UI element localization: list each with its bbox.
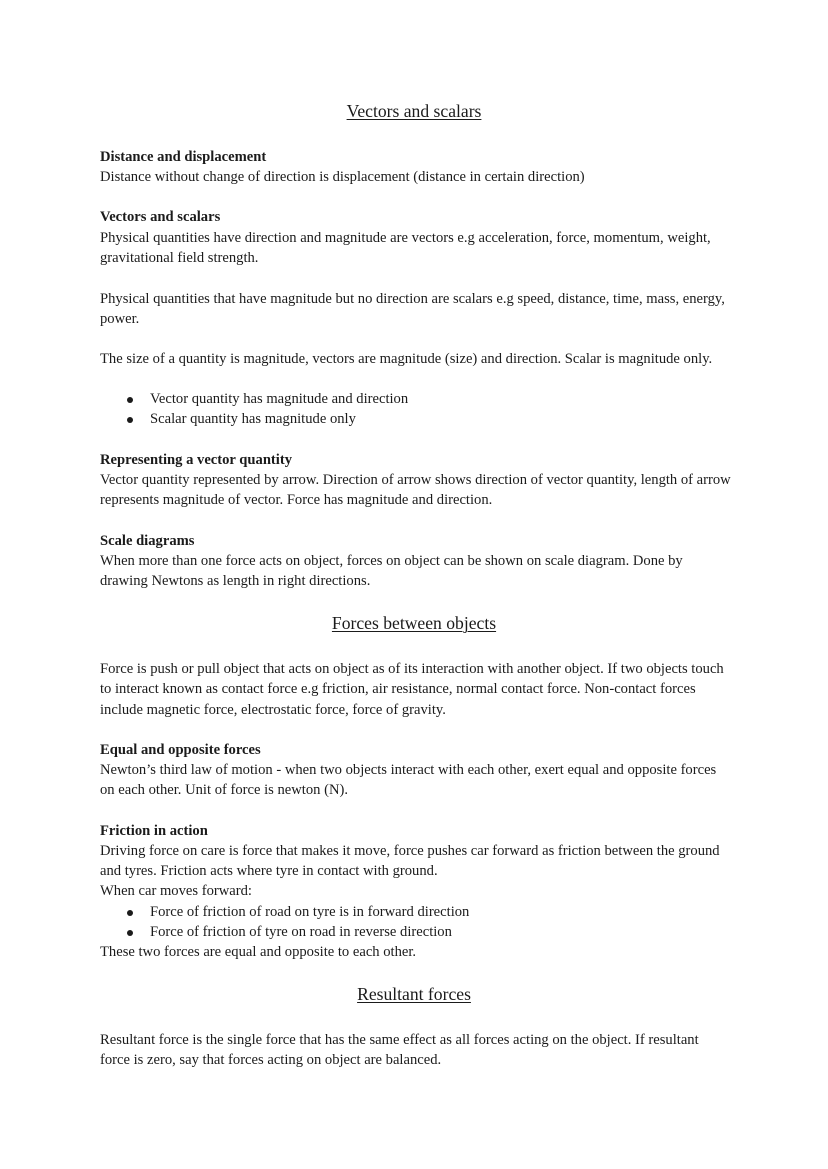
paragraph-scalars: Physical quantities that have magnitude but no direction are scalars e.g speed, distance, time, mass, energy, power. <box>100 291 725 328</box>
heading-scale-diagrams: Scale diagrams <box>100 533 195 549</box>
section-title-vectors-and-scalars: Vectors and scalars <box>346 101 482 121</box>
bullet-icon <box>127 910 133 916</box>
paragraph-equal-and-opposite: Newton’s third law of motion - when two objects interact with each other, exert equal and opposite forces on each other. Unit of force is newton (N). <box>100 762 717 799</box>
bullet-icon <box>127 417 133 423</box>
list-item <box>100 922 732 942</box>
heading-equal-and-opposite: Equal and opposite forces <box>100 742 261 758</box>
section-title-resultant-forces: Resultant forces <box>357 984 471 1004</box>
list-item-text: Force of friction of road on tyre is in forward direction <box>150 904 470 920</box>
list-item <box>100 409 732 429</box>
list-item-text: Force of friction of tyre on road in reverse direction <box>150 924 452 941</box>
list-item <box>100 389 732 409</box>
bullet-icon <box>127 930 133 936</box>
paragraph-representing-vector: Vector quantity represented by arrow. Direction of arrow shows direction of vector quantity, length of arrow represents magnitude of vector. Force has magnitude and direction. <box>100 472 731 509</box>
paragraph-vectors: Physical quantities have direction and magnitude are vectors e.g acceleration, force, momentum, weight, gravitational field strength. <box>100 230 711 267</box>
heading-friction-in-action: Friction in action <box>100 823 208 839</box>
list-item <box>100 902 732 922</box>
bullet-icon <box>127 397 133 403</box>
paragraph-friction: Driving force on care is force that makes it move, force pushes car forward as friction between the ground and tyres. Friction acts where tyre in contact with ground. <box>100 843 720 880</box>
paragraph-forces: Force is push or pull object that acts on object as of its interaction with another object. If two objects touch to interact known as contact force e.g friction, air resistance, normal contact force. Non-contact forces include magnetic force, electrostatic force, force of gravity. <box>100 661 724 718</box>
vector-scalar-bullet-list <box>100 389 732 430</box>
paragraph-scale-diagrams: When more than one force acts on object, forces on object can be shown on scale diagram. Done by drawing Newtons as length in right directions. <box>100 553 683 590</box>
heading-distance-and-displacement: Distance and displacement <box>100 149 267 165</box>
paragraph-magnitude: The size of a quantity is magnitude, vectors are magnitude (size) and direction. Scalar is magnitude only. <box>100 351 713 367</box>
list-item-text: Scalar quantity has magnitude only <box>150 411 356 428</box>
paragraph-friction-lead: When car moves forward: <box>100 883 252 899</box>
heading-representing-vector: Representing a vector quantity <box>100 452 293 468</box>
paragraph-friction-tail: These two forces are equal and opposite to each other. <box>100 944 417 960</box>
section-title-forces-between-objects: Forces between objects <box>331 613 497 633</box>
heading-vectors-and-scalars: Vectors and scalars <box>100 209 221 225</box>
friction-bullet-list <box>100 902 732 943</box>
list-item-text: Vector quantity has magnitude and direction <box>150 391 409 407</box>
paragraph-resultant: Resultant force is the single force that has the same effect as all forces acting on the object. If resultant force is zero, say that forces acting on object are balanced. <box>100 1032 699 1069</box>
paragraph-distance: Distance without change of direction is displacement (distance in certain direction) <box>100 169 585 185</box>
